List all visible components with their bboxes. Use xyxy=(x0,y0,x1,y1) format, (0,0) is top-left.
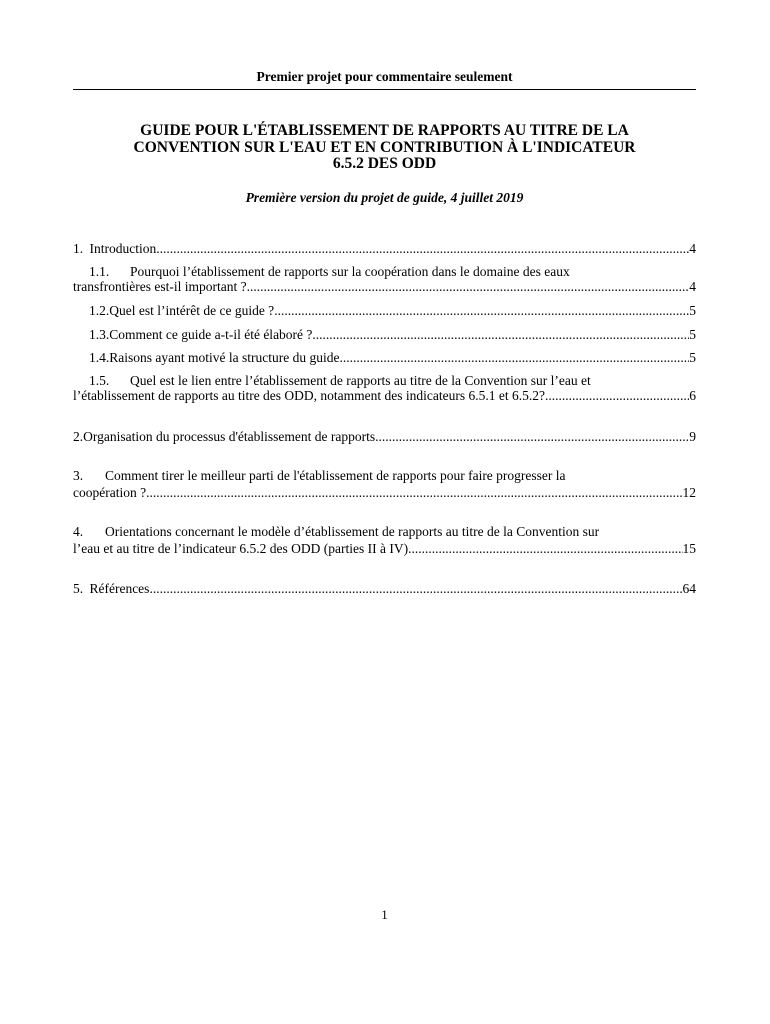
toc-entry-1-4[interactable] xyxy=(89,350,696,365)
toc-leader xyxy=(312,327,689,342)
toc-page-number: 5 xyxy=(689,303,696,318)
toc-entry-1[interactable] xyxy=(73,241,696,256)
toc-number: 1.4. xyxy=(89,350,110,365)
toc-page-number: 4 xyxy=(689,279,696,294)
title-line-2: CONVENTION SUR L'EAU ET EN CONTRIBUTION À L'INDICATEUR xyxy=(133,138,636,156)
toc-number: 1.3. xyxy=(89,327,110,342)
toc-page-number: 5 xyxy=(689,327,696,342)
toc-entry-4[interactable] xyxy=(73,524,696,556)
toc-text-line-1: Quel est le lien entre l’établissement de rapports au titre de la Convention sur l’eau et xyxy=(130,373,591,388)
toc-entry-2[interactable] xyxy=(73,429,696,444)
toc-number: 1.1. xyxy=(89,264,110,279)
toc-page-number: 6 xyxy=(689,388,696,403)
toc-text: Introduction xyxy=(89,241,157,256)
toc-text: Raisons ayant motivé la structure du guide xyxy=(109,350,340,365)
toc-text-line-1: Comment tirer le meilleur parti de l'établissement de rapports pour faire progresser la xyxy=(105,468,566,483)
toc-leader xyxy=(339,350,689,365)
toc-number: 5. xyxy=(73,581,84,596)
running-header: Premier projet pour commentaire seulement xyxy=(256,69,513,84)
toc-leader xyxy=(146,485,682,500)
document-title xyxy=(73,123,696,173)
toc-leader xyxy=(375,429,689,444)
toc-text-line-2: l’eau et au titre de l’indicateur 6.5.2 des ODD (parties II à IV) xyxy=(73,541,409,556)
toc-leader xyxy=(274,303,689,318)
toc-number: 1.5. xyxy=(89,373,110,388)
toc-number: 4. xyxy=(73,524,84,539)
toc-text: Quel est l’intérêt de ce guide ? xyxy=(109,303,275,318)
toc-number: 1.2. xyxy=(89,303,110,318)
toc-entry-5[interactable] xyxy=(73,581,696,596)
header-rule xyxy=(73,89,696,90)
toc-page-number: 9 xyxy=(689,429,696,444)
toc-text: Références xyxy=(89,581,150,596)
toc-entry-1-1[interactable] xyxy=(73,264,696,294)
title-line-3: 6.5.2 DES ODD xyxy=(332,155,437,172)
toc-entry-1-2[interactable] xyxy=(89,303,696,318)
toc-leader xyxy=(156,241,689,256)
toc-number: 2. xyxy=(73,429,84,444)
page-number: 1 xyxy=(381,907,388,922)
toc-text-line-2: transfrontières est-il important ? xyxy=(73,279,247,294)
toc-page-number: 64 xyxy=(682,581,696,596)
toc-text: Comment ce guide a-t-il été élaboré ? xyxy=(109,327,313,342)
title-line-1: GUIDE POUR L'ÉTABLISSEMENT DE RAPPORTS AU TITRE DE LA xyxy=(140,122,629,139)
toc-page-number: 15 xyxy=(682,541,696,556)
toc-entry-1-3[interactable] xyxy=(89,327,696,342)
toc-text-line-1: Pourquoi l’établissement de rapports sur la coopération dans le domaine des eaux xyxy=(130,264,570,279)
toc-page-number: 12 xyxy=(682,485,696,500)
toc-number: 3. xyxy=(73,468,84,483)
toc-leader xyxy=(545,388,689,403)
toc-page-number: 4 xyxy=(689,241,696,256)
document-subtitle: Première version du projet de guide, 4 juillet 2019 xyxy=(245,190,524,205)
toc-leader xyxy=(247,279,690,294)
toc-text-line-2: coopération ? xyxy=(73,485,147,500)
toc-text-line-1: Orientations concernant le modèle d’établissement de rapports au titre de la Convention sur xyxy=(105,524,600,539)
toc-text: Organisation du processus d'établissement de rapports xyxy=(83,429,376,444)
toc-leader xyxy=(408,541,682,556)
toc-entry-3[interactable] xyxy=(73,468,696,500)
toc-entry-1-5[interactable] xyxy=(73,373,696,403)
toc-page-number: 5 xyxy=(689,350,696,365)
toc-number: 1. xyxy=(73,241,84,256)
toc-leader xyxy=(149,581,682,596)
toc-text-line-2: l’établissement de rapports au titre des ODD, notamment des indicateurs 6.5.1 et 6.5.2? xyxy=(73,388,545,403)
